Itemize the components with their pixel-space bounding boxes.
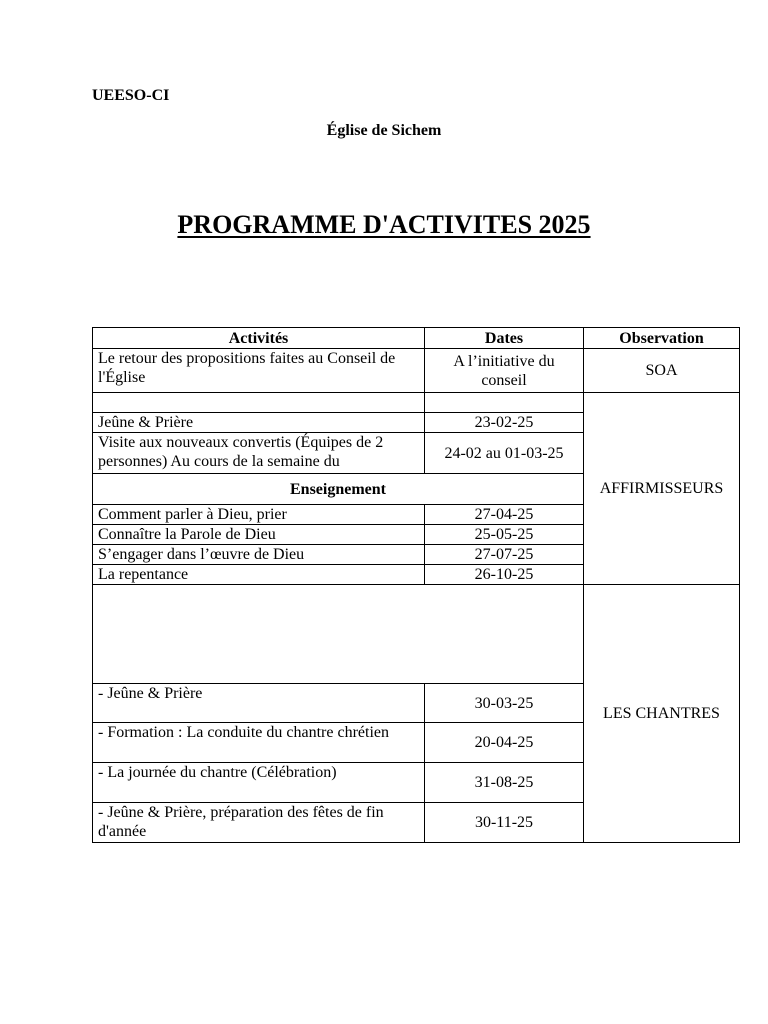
activity-cell: Comment parler à Dieu, prier xyxy=(93,505,425,525)
date-cell: 20-04-25 xyxy=(425,723,584,763)
table-header-row xyxy=(93,328,740,349)
organization-name: UEESO-CI xyxy=(92,87,170,104)
activity-cell: S’engager dans l’œuvre de Dieu xyxy=(93,545,425,565)
activity-cell: Le retour des propositions faites au Conseil de l'Église xyxy=(93,349,425,393)
activity-cell: - Jeûne & Prière, préparation des fêtes de fin d'année xyxy=(93,803,425,843)
empty-cell xyxy=(93,393,425,413)
activities-table xyxy=(92,327,740,843)
activity-cell: La repentance xyxy=(93,565,425,585)
table-row xyxy=(93,349,740,393)
activity-cell: - La journée du chantre (Célébration) xyxy=(93,763,425,803)
activity-cell: - Jeûne & Prière xyxy=(93,684,425,723)
date-cell: 23-02-25 xyxy=(425,413,584,433)
date-cell: 31-08-25 xyxy=(425,763,584,803)
observation-soa: SOA xyxy=(584,349,740,393)
empty-cell xyxy=(93,585,584,684)
table-row-empty xyxy=(93,585,740,684)
date-cell: 25-05-25 xyxy=(425,525,584,545)
activity-cell: Connaître la Parole de Dieu xyxy=(93,525,425,545)
activity-cell: Visite aux nouveaux convertis (Équipes de 2 personnes) Au cours de la semaine du xyxy=(93,433,425,474)
date-cell: 30-03-25 xyxy=(425,684,584,723)
observation-affirmisseurs: AFFIRMISSEURS xyxy=(584,393,740,585)
header-dates: Dates xyxy=(425,328,584,349)
activity-cell: Jeûne & Prière xyxy=(93,413,425,433)
date-cell: A l’initiative du conseil xyxy=(425,349,584,393)
page-title: PROGRAMME D'ACTIVITES 2025 xyxy=(177,210,591,239)
date-cell: 24-02 au 01-03-25 xyxy=(425,433,584,474)
header-activities: Activités xyxy=(93,328,425,349)
observation-chantres: LES CHANTRES xyxy=(584,585,740,843)
date-cell: 26-10-25 xyxy=(425,565,584,585)
date-cell: 27-07-25 xyxy=(425,545,584,565)
header-observation: Observation xyxy=(584,328,740,349)
table-row-empty xyxy=(93,393,740,413)
subheading-enseignement: Enseignement xyxy=(93,474,584,505)
date-cell: 30-11-25 xyxy=(425,803,584,843)
date-cell: 27-04-25 xyxy=(425,505,584,525)
activity-cell: - Formation : La conduite du chantre chrétien xyxy=(93,723,425,763)
empty-cell xyxy=(425,393,584,413)
church-name: Église de Sichem xyxy=(326,122,442,139)
